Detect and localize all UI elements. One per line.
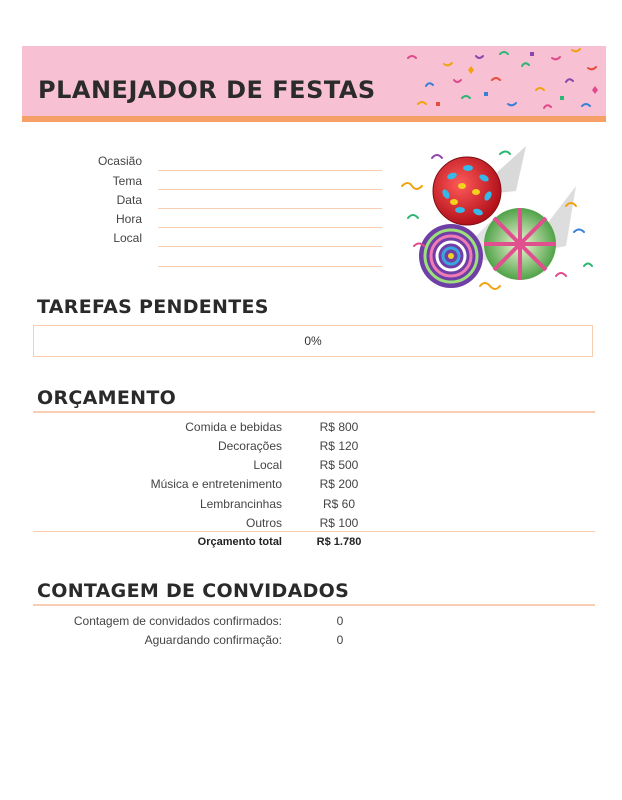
progress-text: 0% bbox=[304, 334, 322, 348]
field-input-local[interactable] bbox=[158, 246, 382, 247]
budget-item-label: Música e entretenimento bbox=[150, 477, 282, 491]
budget-item-value: R$ 100 bbox=[319, 516, 359, 530]
budget-item-label: Lembrancinhas bbox=[199, 497, 282, 511]
field-label-data: Data bbox=[116, 193, 142, 207]
guests-pending-value: 0 bbox=[336, 633, 344, 647]
party-hats-illustration bbox=[396, 136, 596, 300]
page-title: PLANEJADOR DE FESTAS bbox=[38, 76, 376, 104]
budget-item-value: R$ 60 bbox=[322, 497, 356, 511]
guests-pending-label: Aguardando confirmação: bbox=[144, 633, 282, 647]
budget-total-divider bbox=[33, 531, 595, 532]
guests-heading: CONTAGEM DE CONVIDADOS bbox=[37, 580, 350, 602]
guests-confirmed-value: 0 bbox=[336, 614, 344, 628]
budget-item-label: Outros bbox=[245, 516, 282, 530]
budget-heading: ORÇAMENTO bbox=[37, 387, 177, 409]
field-input-ocasiao[interactable] bbox=[158, 170, 382, 171]
budget-item-value: R$ 500 bbox=[319, 458, 359, 472]
field-label-hora: Hora bbox=[115, 212, 142, 226]
tasks-heading: TAREFAS PENDENTES bbox=[37, 296, 269, 318]
budget-total-label: Orçamento total bbox=[197, 536, 282, 548]
header-banner bbox=[22, 46, 606, 122]
field-label-ocasiao: Ocasião bbox=[97, 154, 142, 168]
budget-total-value: R$ 1.780 bbox=[316, 536, 362, 548]
guests-divider bbox=[33, 604, 595, 606]
guests-confirmed-label: Contagem de convidados confirmados: bbox=[73, 614, 282, 628]
field-input-extra[interactable] bbox=[158, 266, 382, 267]
budget-item-label: Local bbox=[253, 458, 282, 472]
field-label-tema: Tema bbox=[112, 174, 142, 188]
budget-item-value: R$ 200 bbox=[319, 477, 359, 491]
field-input-data[interactable] bbox=[158, 208, 382, 209]
field-label-local: Local bbox=[113, 231, 142, 245]
budget-item-value: R$ 800 bbox=[319, 420, 359, 434]
confetti-decoration bbox=[396, 46, 606, 116]
budget-divider bbox=[33, 411, 595, 413]
budget-item-label: Comida e bebidas bbox=[185, 420, 282, 434]
field-input-hora[interactable] bbox=[158, 227, 382, 228]
field-input-tema[interactable] bbox=[158, 189, 382, 190]
tasks-progress-bar bbox=[33, 325, 593, 357]
budget-item-value: R$ 120 bbox=[319, 439, 359, 453]
budget-item-label: Decorações bbox=[217, 439, 282, 453]
